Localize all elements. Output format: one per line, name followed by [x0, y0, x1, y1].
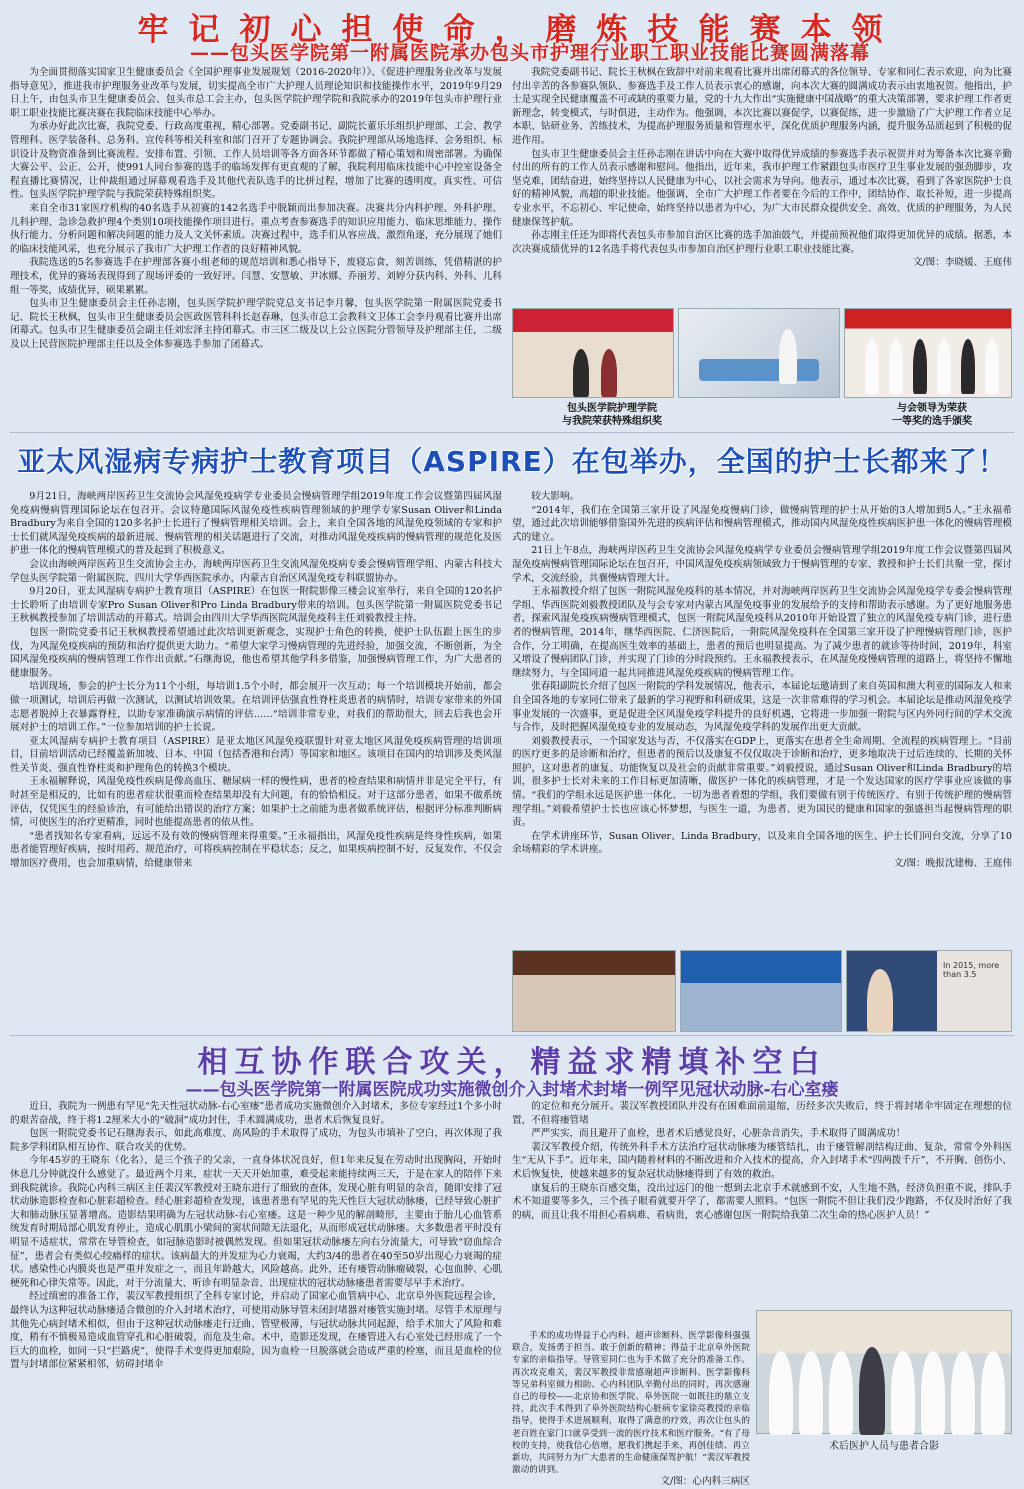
article3-column-right-top [512, 1100, 1012, 1330]
caption-line: 与我院荣获特殊组织奖 [562, 416, 662, 427]
paragraph: 为承办好此次比赛，我院党委、行政高度重视，精心部署。党委副书记、副院长董乐乐组织护理部、工会、教学管理科、医学装备科、总务科、宣传科等相关科室和部门召开了专题协调会。我院护理部从场地选择、会务组织、标识设计及物资准备到比赛流程、安排布置、引领、工作人员培训等各方面各环节都做了精心策划和周密部署。为确保大赛公平、公正、公开，使991人同台参赛的选手的临场发挥有更直观的了解，我院利用临床技能中心中控室设备全程直播比赛情况，让仲裁组通过屏幕观看选手及其他代表队选手的比拼过程，增加了比赛的透明度，真实性、可信性。包头医学院护理学院与我院荣获特殊组织奖。 [10, 121, 502, 201]
paragraph: 孙志刚主任还为即将代表包头市参加自治区比赛的选手加油鼓气，并提前预祝他们取得更加优异的成绩。据悉，本次决赛成绩优异的12名选手将代表包头市参加自治区护理行业职工职业技能比赛。 [512, 230, 1012, 255]
caption-line: 与会领导为荣获 [897, 403, 967, 414]
photo-post-surgery-group [756, 1310, 1012, 1434]
caption-line: 包头医学院护理学院 [567, 403, 657, 414]
paragraph: 包头市卫生健康委员会主任孙志刚，包头医学院护理学院党总支书记李月馨，包头医学院第一附属医院党委书记、院长王秋枫，包头市卫生健康委员会医政医管科科长赵春琳，包头市总工会教科文卫体工会李丹观看比赛并出席闭幕式。包头市卫生健康委员会副主任刘宏泽主持闭幕式。市三区二级及以上公立医院分管领导及护理部主任，二级及以上民营医院护理部主任以及全体参赛选手参加了闭幕式。 [10, 298, 502, 350]
article3-subtitle: ——包头医学院第一附属医院成功实施微创介入封堵术封堵一例罕见冠状动脉-右心室瘘 [185, 1080, 839, 1100]
section-divider [10, 1035, 1014, 1036]
paragraph: 的定位和充分展开。裴汉军教授团队并没有在困难面前退缩，历经多次失败后，终于将封堵伞牢固定在理想的位置，不但将瘘管堵 [512, 1101, 1012, 1126]
article1-subtitle: ——包头医学院第一附属医院承办包头市护理行业职工职业技能比赛圆满落幕 [189, 42, 870, 64]
photo-caption-left [512, 402, 712, 428]
article3-byline: 文/图：心内科三病区 [660, 1476, 750, 1488]
paragraph: 王永福教授介绍了包医一附院风湿免疫科的基本情况，并对海峡两岸医药卫生交流协会风湿免疫学专委会慢病管理学组、华西医院刘毅教授团队及与会专家对内蒙古风湿免疫事业的发展给予的支持和帮助表示感谢。为了更好地服务患者，探索风湿免疫疾病慢病管理模式，包医一附院风湿免疫科从2010年开始设置了独立的风湿免疫专病门诊，进行患者的慢病管理，2014年，继华西医院、仁济医院后，一附院风湿免疫科在全国第三家开设了护理慢病管理门诊，医护合作，分工明确，在提高医生效率的基础上，患者的预后也明显提高。为了减少患者的就诊等待时间，2019年，科室又增设了慢病团队门诊，并实现了门诊的分时段预约。王永福教授表示，在风湿免疫慢病管理的道路上，将坚持不懈地继续努力，与全国同道一起共同推进风湿免疫疾病的慢病管理工作。 [512, 586, 1012, 679]
paragraph: 较大影响。 [531, 491, 580, 502]
paragraph: 手术的成功得益于心内科、超声诊断科、医学影像科强强联合，发扬勇于担当、敢于创新的精神；得益于北京阜外医院专家的亲临指导。导管室同仁也为手术做了充分的准备工作。再次攻克难关，裴汉军教授非常感谢超声诊断科、医学影像科等兄弟科室倾力相助、心内科团队辛勤付出的同时，再次感谢自己的母校——北京协和医学院、阜外医院一如既往的鼎立支持，此次手术得到了阜外医院结构心脏病专家徐亮教授的亲临指导，使得手术进展顺利，取得了满意的疗效，再次让包头的老百姓在家门口就享受到一流的医疗技术和医疗服务。“有了母校的支持，使我信心倍增，愿我们携起手来，再创佳绩、再立新功，共同努力为广大患者的生命健康保驾护航！”裴汉军教授激动的讲到。 [512, 1331, 750, 1476]
paragraph: 来自全市31家医疗机构的40名选手从初赛的142名选手中脱颖而出参加决赛。决赛共分内科护理、外科护理、儿科护理、急诊急救护理4个类别10项技能操作项目进行。重点考查参赛选手的知识应用能力、临床思维能力、操作执行能力、分析问题和解决问题的能力及人文关怀素质。决赛过程中，选手们从容应战、激烈角逐，充分展现了她们的临床技能风采，也充分展示了我市广大护理工作者的良好精神风貌。 [10, 202, 502, 255]
photo-award-nursing-school [512, 308, 674, 398]
caption-line: 一等奖的选手颁奖 [892, 416, 972, 427]
article2-byline: 文/图：晚报沈建梅、王庭伟 [893, 858, 1012, 870]
photo-nursing-skill-test [678, 308, 840, 398]
paragraph: 在学术讲座环节，Susan Oliver、Linda Bradbury，以及来自全国各地的医生、护士长们同台交流，分享了10余场精彩的学术讲座。 [512, 830, 1012, 856]
paragraph: 会议由海峡两岸医药卫生交流协会主办，海峡两岸医药卫生交流风湿免疫病专委会慢病管理学组、内蒙古科技大学包头医学院第一附属医院、四川大学华西医院承办，内蒙古自治区风湿免疫专科联盟协办。 [10, 558, 502, 584]
paragraph: 21日上午8点，海峡两岸医药卫生交流协会风湿免疫病学专业委员会慢病管理学组2019年度工作会议暨第四届风湿免疫病慢病管理国际论坛在包召开，中国风湿免疫疾病领域致力于慢病管理的专家、教授和护士长们共聚一堂，探讨学术，交流经验，共襄慢病管理大计。 [512, 545, 1012, 584]
article2-column-right [512, 490, 1012, 948]
paragraph: “2014年，我们在全国第三家开设了风湿免疫慢病门诊，做慢病管理的护士从开始的3人增加到5人。”王永福希望，通过此次培训能够借鉴国外先进的疾病评估和慢病管理模式，推动国内风湿免疫性疾病医护患一体化的慢病管理模式的建立。 [512, 504, 1012, 543]
photo-caption-right [852, 402, 1012, 428]
paragraph: 严严实实，而且避开了血栓，患者术后感觉良好，心脏杂音消失，手术取得了圆满成功！ [531, 1128, 906, 1140]
paragraph: 我院选送的5名参赛选手在护理部各赛小组老师的规范培训和悉心指导下，废寝忘食，刻苦训练，凭借精湛的护理技术，优异的赛场表现得到了现场评委的一致好评。闫慧、安慧敏、尹冰娜、乔丽芳、刘婷分获内科、外科、儿科组一等奖，成绩优异，硕果累累。 [10, 257, 502, 296]
paragraph: 康复后的王晓东百感交集，没出过远门的他一想到去北京手术就感到不安，人生地不熟，经济负担重不说，排队手术不知道要等多久，三个孩子眼看就要开学了，都需要人照料。“包医一附院不但让我们没少跑路，不仅及时治好了我的病，而且让我不用担心看病难、看病贵，衷心感谢包医一附院给我第二次生命的热心医护人员！” [512, 1182, 1012, 1221]
paragraph: 张春阳副院长介绍了包医一附院的学科发展情况，他表示，本届论坛邀请到了来自英国和澳大利亚的国际友人和来自全国各地的专家同仁带来了最新的学习视野和科研成果，这是一次非常难得的学习机会。本届论坛是推动风湿免疫学事业发展的一次盛事，更是促进全区风湿免疫学科提升的良好机遇，它将进一步加强一附院与区内外同行间的学术交流与合作，及时把握风湿免疫专业的发展动态，为风湿免疫学科的发展作出更大贡献。 [512, 681, 1012, 734]
paragraph: 近日，我院为一例患有罕见“先天性冠状动脉-右心室瘘”患者成功实施微创介入封堵术，多位专家经过1个多小时的艰苦奋战，终于将1.2厘米大小的“破洞”成功封住，手术圆满成功，患者术后恢复良好。 [10, 1101, 502, 1126]
paragraph: 裴汉军教授介绍，传统外科手术方法治疗冠状动脉瘘为瘘管结扎，由于瘘管解剖结构迂曲、复杂，常常令外科医生“无从下手”。近年来，国内随着材料的不断改进和介入技术的提高，介入封堵手术“四两拨千斤”，不开胸、创伤小、术后恢复快，使越来越多的复杂冠状动脉瘘得到了有效的救治。 [512, 1141, 1012, 1180]
article1-column-left [10, 66, 502, 422]
photo-aspire-meeting-stage [512, 950, 676, 1032]
paragraph: 经过缜密的准备工作，裴汉军教授组织了全科专家讨论，并启动了国家心血管病中心、北京阜外医院远程会诊，最终认为这种冠状动脉瘘适合微创的介入封堵术治疗，可使用动脉导管未闭封堵器对瘘管实施封堵。尽管手术原理与其他先心病封堵术相似，但由于这种冠状动脉瘘走行迂曲、管壁极薄，与冠状动脉共同起源，给手术加大了风险和难度，稍有不慎极易造成血管穿孔和心脏破裂，而危及生命。术中，造影还发现，在瘘管进入右心室处已经形成了一个巨大的血栓，如同一只“拦路虎”，使得手术变得更加艰险，因为血栓一旦脱落就会造成严重的栓塞，而且是血栓的位置与封堵部位紧紧相邻，妨碍封堵伞 [10, 1291, 502, 1371]
photo-aspire-audience [680, 950, 842, 1032]
article2-column-left [10, 490, 502, 1030]
article3-column-left [10, 1100, 502, 1478]
photo-caption-surgery: 术后医护人员与患者合影 [829, 1441, 939, 1452]
photo-award-first-prize [844, 308, 1012, 398]
paragraph: 今年45岁的王晓东（化名），是三个孩子的父亲，一直身体状况良好，但1年来反复在劳动时出现胸闷，开始时休息几分钟就没什么感觉了。最近两个月来，症状一天天开始加重，难受起来能持续两三天，于是在家人的陪伴下来到我院就诊。我院心内科三病区主任裴汉军教授对王晓东进行了细致的查体，发现心脏有明显的杂音，随即安排了冠状动脉造影检查和心脏彩超检查。经心脏彩超检查发现，该患者患有罕见的先天性巨大冠状动脉瘘，已经导致心脏扩大和肺动脉压显著增高。造影结果明确为左冠状动脉-右心室瘘。这是一种少见的解剖畸形，主要由于胎儿心血管系统发育时期局部心肌发育停止，造成心肌肌小梁间的窦状间隙无法退化，从而形成冠状动脉瘘。大多数患者平时没有明显不适症状，常常在导管检查，如冠脉造影时被偶然发现。但如果冠状动脉瘘左向右分流量大，可导致“窃血综合征”，患者会有类似心绞痛样的症状。该病最大的并发症为心力衰竭，大约3/4的患者在40至50岁出现心力衰竭的症状。感染性心内膜炎也是严重并发症之一，而且年龄越大，风险越高。此外，还有瘘管动脉瘤破裂，心包血肿、心肌梗死和心律失常等。因此，对于分流量大、听诊有明显杂音、出现症状的冠状动脉瘘患者需要尽早手术治疗。 [10, 1155, 502, 1289]
paragraph: 包医一附院党委书记石继海表示，如此高难度、高风险的手术取得了成功，为包头市填补了空白，再次体现了我院多学科团队相互协作、联合攻关的优势。 [10, 1128, 502, 1153]
slide-text: In 2015, more than 3.5 [943, 961, 1000, 979]
photo-aspire-lecture [846, 950, 1012, 1032]
paragraph: 刘毅教授表示，一个国家发达与否，不仅落实在GDP上，更落实在患者全生命周期、全流程的疾病管理上。“目前的医疗更多的是诊断和治疗，但患者的预后以及康复不仅仅取决于诊断和治疗，更多地取决于过后连续的、长期的关怀照护，这对患者的康复、功能恢复以及社会的贡献非常重要。”刘毅授说，通过Susan Oliver和Linda Bradbury的培训，很多护士长对未来的工作目标更加清晰，做医护一体化的疾病管理，才是一个发达国家的医疗学事业应该做的事情。“我们的学组永远是医护患一体化、一切为患者着想的学组，我们要做有别于传统医疗、有别于传统护理的慢病管理学组。”刘毅希望护士长也应该心怀梦想，与医生一道，为患者、更为国民的健康和国家的强盛担当起慢病管理的职责。 [512, 735, 1012, 829]
paragraph: 包头市卫生健康委员会主任孙志刚在讲话中向在大赛中取得优异成绩的参赛选手表示祝贺并对为筹备本次比赛辛勤付出的所有的工作人员表示感谢和慰问。他指出，近年来，我市护理工作紧跟包头市医疗卫生事业发展的强劲脚步，攻坚克难，团结奋进，始终坚持以人民健康为中心，以社会需求为导向。他表示，通过本次比赛，看到了各家医院护士良好的精神风貌，高超的职业技能。他强调，全市广大护理工作者要在今后的工作中，团结协作、取长补短，进一步提高专业水平，不忘初心、牢记使命，始终坚持以患者为中心，为广大市民群众提供安全、高效、优质的护理服务，为人民健康保驾护航。 [512, 148, 1012, 228]
article2-title: 亚太风湿病专病护士教育项目（ASPIRE）在包举办，全国的护士长都来了！ [17, 445, 1007, 478]
article1-column-right [512, 66, 1012, 306]
article3-column-right-bottom [512, 1330, 750, 1488]
paragraph: 9月20日，亚太风湿病专病护士教育项目（ASPIRE）在包医一附院影像三楼会议室举行，来自全国的120名护士长聆听了由培训专家Pro Susan Oliver和Pro Linda Bradbury带来的培训。包头医学院第一附属医院党委书记王秋枫教授参加了培训活动的开幕式。培训会由四川大学华西医院风湿免疫科主任刘毅教授主持。 [10, 586, 502, 625]
paragraph: 9月21日，海峡两岸医药卫生交流协会风湿免疫病学专业委员会慢病管理学组2019年度工作会议暨第四届风湿免疫病慢病管理国际论坛在包召开。会议特邀国际风湿免疫性疾病管理领域的护理学专家Susan Oliver和Linda Bradbury为来自全国的120多名护士长进行了慢病管理相关培训。会上，来自全国各地的风湿免疫领域的专家和护士长们就风湿免疫疾病的最新进展、慢病管理的相关话题进行了交流，对推动风湿免疫疾病的慢病管理的规范化及医护患一体化的慢病管理模式的普及起到了积极意义。 [10, 491, 502, 557]
article1-byline: 文/图：李晓媛、王庭伟 [912, 257, 1012, 269]
paragraph: 包医一附院党委书记王秋枫教授希望通过此次培训更新观念，实现护士角色的转换，使护士队伍跟上医生的步伐，为风湿免疫疾病的预防和治疗提供更大助力。“希望大家学习慢病管理的先进经验，加强交流，不断创新，为全国风湿免疫疾病的慢病管理工作作出贡献。”石继海说，他也希望其他学科多借鉴，加强慢病管理工作，为广大患者的健康服务。 [10, 626, 502, 679]
section-divider [10, 432, 1014, 433]
article1-title: 牢记初心担使命，磨炼技能赛本领 [137, 12, 903, 48]
paragraph: 亚太风湿病专病护士教育项目（ASPIRE）是亚太地区风湿免疫联盟针对亚太地区风湿免疫疾病管理的培训项目，目前培训活动已经覆盖新加坡、日本、中国（包括香港和台湾）等国家和地区。该项目在国内的培训涉及类风湿性关节炎、强直性脊柱炎和护理角色的转换3个模块。 [10, 735, 502, 774]
paragraph: “患者找知名专家看病，远远不及有效的慢病管理来得重要。”王永福指出，风湿免疫性疾病是终身性疾病，如果患者能管理好疾病，按时用药、规范治疗，可将疾病控制在平稳状态；反之，如果疾病控制不好，反复发作，不仅会增加医疗费用，也会加重病情，给健康带来 [10, 830, 502, 870]
paragraph: 我院党委副书记、院长王秋枫在致辞中对前来观看比赛并出席闭幕式的各位领导、专家和同仁表示欢迎，向为比赛付出辛苦的各参赛队领队、参赛选手及工作人员表示衷心的感谢，向本次大赛的圆满成功表示由衷地祝贺。他指出，护士是实现全民健康覆盖不可或缺的重要力量，党的十九大作出“实施健康中国战略”的重大决策部署，要求护理工作者更新理念，转变模式，与时俱进，主动作为。他强调，本次比赛以赛促学，以赛促练，进一步激励了广大护理工作者立足本职、钻研业务、苦练技术，为提高护理服务质量和管理水平，深化优质护理服务内涵，提升服务品质起到了积极的促进作用。 [512, 67, 1012, 146]
paragraph: 培训现场，参会的护士长分为11个小组，每培训1.5个小时，都会展开一次互动；每一个培训模块开始前，都会做一项测试，培训后再做一次测试，以测试培训效果。在培训评估强直性脊柱炎患者的病情时，培训专家带来的外国志愿者脱掉上衣暴露脊柱，以助专家准确演示病情的评估……“培训非常专业，对我们的帮助很大，回去后我也会开展对护士的培训工作。”一位参加培训的护士长说。 [10, 681, 502, 734]
article3-title: 相互协作联合攻关，精益求精填补空白 [197, 1045, 827, 1080]
paragraph: 为全面贯彻落实国家卫生健康委员会《全国护理事业发展规划（2016-2020年）》、《促进护理服务业改革与发展指导意见》，推进我市护理服务业改革与发展，切实提高全市广大护理人员理论知识和技能操作水平，2019年9月29日上午，由包头市卫生健康委员会、包头市总工会主办，包头医学院护理学院和我院承办的2019年包头市护理行业职工职业技能比赛决赛在我院临床技能中心举办。 [10, 67, 502, 119]
paragraph: 王永福解释说，风湿免疫性疾病是像高血压、糖尿病一样的慢性病，患者的检查结果和病情并非是完全平行，有时甚至是相反的，比如有的患者症状很重而检查结果却没有大问题，有的恰恰相反。对于这部分患者，如果不做系统评估，仅凭医生的经验诊治，有可能给出错误的治疗方案；如果护士之前能为患者做系统评估，根据评分标准判断病情，可使医生的治疗更精准，同时也能提高患者的依从性。 [10, 776, 502, 829]
